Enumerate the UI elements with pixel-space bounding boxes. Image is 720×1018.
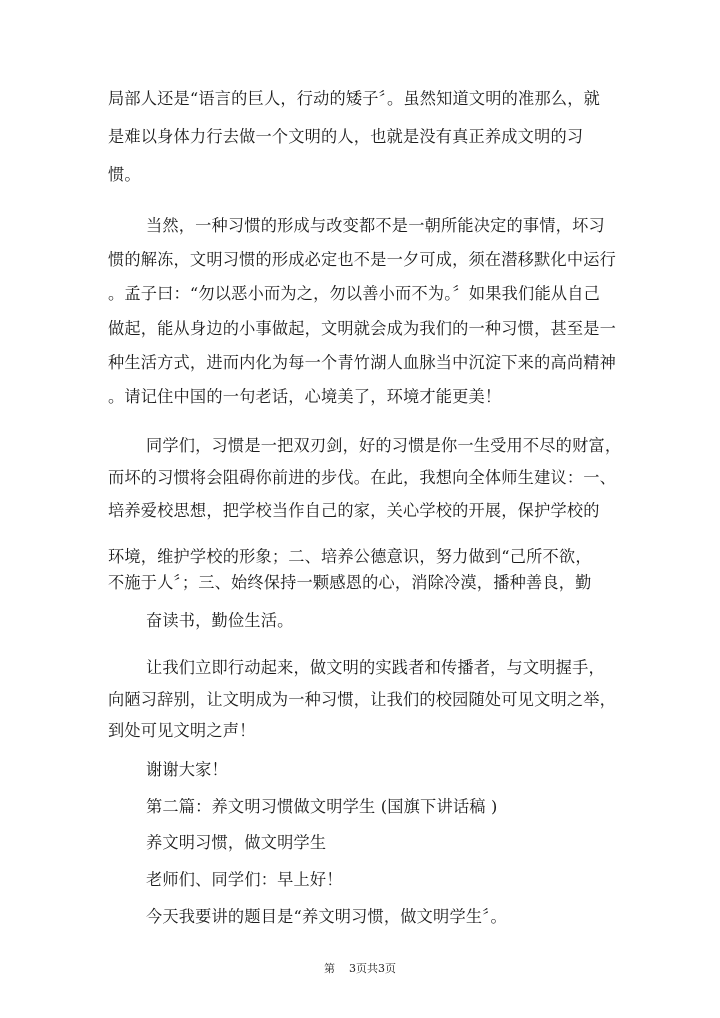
text-line: 当然，一种习惯的形成与改变都不是一朝所能决定的事情，坏习 <box>146 216 605 235</box>
footer-prefix: 第 <box>324 962 335 975</box>
footer-suffix: 页 <box>385 962 396 975</box>
footer-page-number: 3 <box>349 962 356 975</box>
text-line: 奋读书，勤俭生活。 <box>146 611 294 630</box>
text-line: 而坏的习惯将会阻碍你前进的步伐。在此，我想向全体师生建议：一、 <box>108 468 617 487</box>
text-line: 同学们，习惯是一把双刃剑，好的习惯是你一生受用不尽的财富， <box>146 436 622 455</box>
text-line: 老师们、同学们：早上好！ <box>146 870 343 889</box>
text-line: 。请记住中国的一句老话，心境美了，环境才能更美！ <box>108 387 502 406</box>
text-line: 培养爱校思想，把学校当作自己的家，关心学校的开展，保护学校的 <box>108 501 600 520</box>
text-line: 养文明习惯，做文明学生 <box>146 833 327 852</box>
section-heading: 第二篇：养文明习惯做文明学生 (国旗下讲话稿 ) <box>146 797 498 816</box>
text-line: 今天我要讲的题目是“养文明习惯，做文明学生〞。 <box>146 907 507 926</box>
text-line: 不施于人〞；三、始终保持一颗感恩的心，消除冷漠，播种善良，勤 <box>108 573 592 592</box>
footer-middle: 页共 <box>356 962 378 975</box>
text-line: 做起，能从身边的小事做起，文明就会成为我们的一种习惯，甚至是一 <box>108 319 617 338</box>
text-line: 是难以身体力行去做一个文明的人，也就是没有真正养成文明的习 <box>108 127 584 146</box>
text-line: 种生活方式，进而内化为每一个青竹湖人血脉当中沉淀下来的高尚精神 <box>108 353 617 372</box>
footer-total-pages: 3 <box>378 962 385 975</box>
text-line: 局部人还是“语言的巨人，行动的矮子〞。虽然知道文明的准那么，就 <box>108 89 600 108</box>
text-line: 向陋习辞别，让文明成为一种习惯，让我们的校园随处可见文明之举， <box>108 690 617 709</box>
text-line: 谢谢大家！ <box>146 760 228 779</box>
text-line: 惯的解冻，文明习惯的形成必定也不是一夕可成，须在潜移默化中运行 <box>108 250 617 269</box>
text-line: 。孟子曰：“勿以恶小而为之，勿以善小而不为。〞如果我们能从自己 <box>108 284 600 303</box>
text-line: 到处可见文明之声！ <box>108 721 256 740</box>
text-line: 让我们立即行动起来，做文明的实践者和传播者，与文明握手， <box>146 658 605 677</box>
text-line: 惯。 <box>108 165 141 184</box>
page-footer <box>0 962 720 976</box>
text-line: 环境，维护学校的形象；二、培养公德意识，努力做到“己所不欲， <box>108 547 592 566</box>
